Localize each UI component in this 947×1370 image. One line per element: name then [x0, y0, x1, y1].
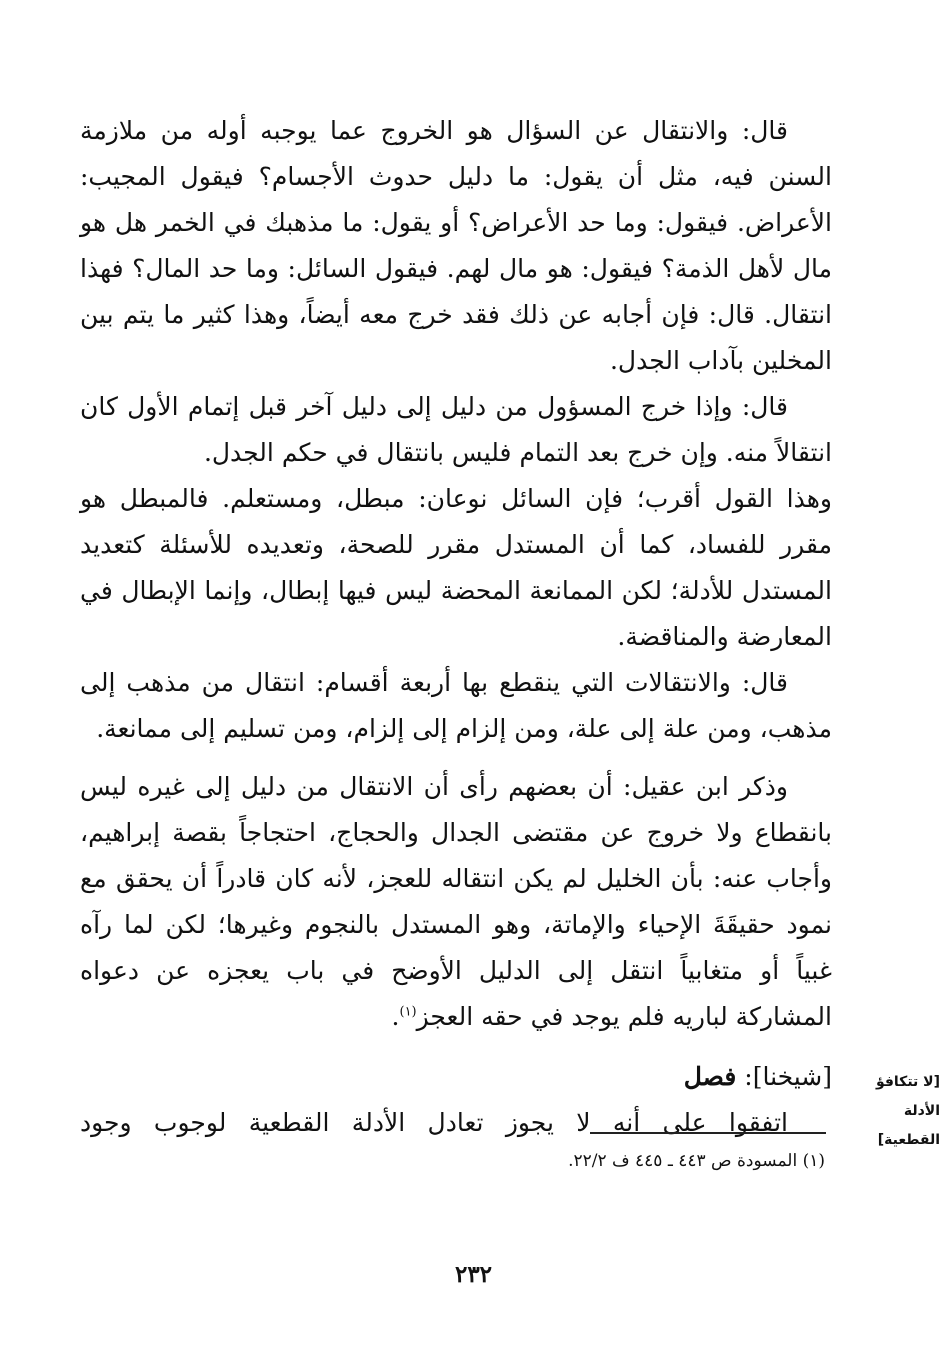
- paragraph-5-end: .: [391, 1002, 400, 1031]
- section-heading: [80, 1054, 832, 1100]
- section-heading-title: فصل: [683, 1062, 737, 1091]
- paragraph-2: قال: وإذا خرج المسؤول من دليل إلى دليل آخر قبل إتمام الأول كان انتقالاً منه. وإن خرج بعد التمام فليس بانتقال في حكم الجدل.: [80, 392, 832, 467]
- section-heading-prefix: [شيخنا]:: [736, 1062, 832, 1091]
- footnote-marker: (١): [399, 1004, 417, 1020]
- footnote: (١) المسودة ص ٤٤٣ ـ ٤٤٥ ف ٢٢/٢.: [568, 1151, 825, 1171]
- section-first-line: اتفقوا على أنه لا يجوز تعادل الأدلة القطعية لوجوب وجود: [80, 1108, 788, 1137]
- main-text: [80, 108, 832, 1146]
- paragraph-3: وهذا القول أقرب؛ فإن السائل نوعان: مبطل، ومستعلم. فالمبطل هو مقرر للفساد، كما أن المستدل مقرر للصحة، وتعديده للأسئلة كتعديد المستدل للأدلة؛ لكن الممانعة المحضة ليس فيها إبطال، وإنما الإبطال في المعارضة والمناقضة.: [80, 484, 832, 651]
- margin-note-line-3: القطعية]: [877, 1132, 940, 1148]
- paragraph-5: [80, 764, 832, 1040]
- margin-note: [848, 1068, 940, 1155]
- paragraph-5-text: وذكر ابن عقيل: أن بعضهم رأى أن الانتقال من دليل إلى غيره ليس بانقطاع ولا خروج عن مقتضى الجدال والحجاج، احتجاجاً بقصة إبراهيم، وأجاب عنه: بأن الخليل لم يكن انتقاله للعجز، لأنه كان قادراً أن يحقق مع نمود حقيقَةَ الإحياء والإماتة، وهو المستدل بالنجوم وغيرها؛ لكن لما رآه غبياً أو متغابياً انتقل إلى الدليل الأوضح في باب يعجزه عن دعواه المشاركة لباريه فلم يوجد في حقه العجز: [80, 772, 832, 1031]
- footnote-divider: [590, 1132, 826, 1134]
- margin-note-line-1: [لا تتكافؤ: [875, 1074, 940, 1090]
- margin-note-line-2: الأدلة: [903, 1103, 940, 1119]
- page-number: ٢٣٢: [454, 1261, 493, 1288]
- paragraph-1: قال: والانتقال عن السؤال هو الخروج عما يوجبه أوله من ملازمة السنن فيه، مثل أن يقول: ما دليل حدوث الأجسام؟ فيقول المجيب: الأعراض. فيقول: وما حد الأعراض؟ أو يقول: ما مذهبك في الخمر هل هو مال لأهل الذمة؟ فيقول: هو مال لهم. فيقول السائل: وما حد المال؟ فهذا انتقال. قال: فإن أجابه عن ذلك فقد خرج معه أيضاً، وهذا كثير ما يتم بين المخلين بآداب الجدل.: [80, 116, 832, 375]
- paragraph-4: قال: والانتقالات التي ينقطع بها أربعة أقسام: انتقال من مذهب إلى مذهب، ومن علة إلى علة، ومن إلزام إلى إلزام، ومن تسليم إلى ممانعة.: [80, 668, 832, 743]
